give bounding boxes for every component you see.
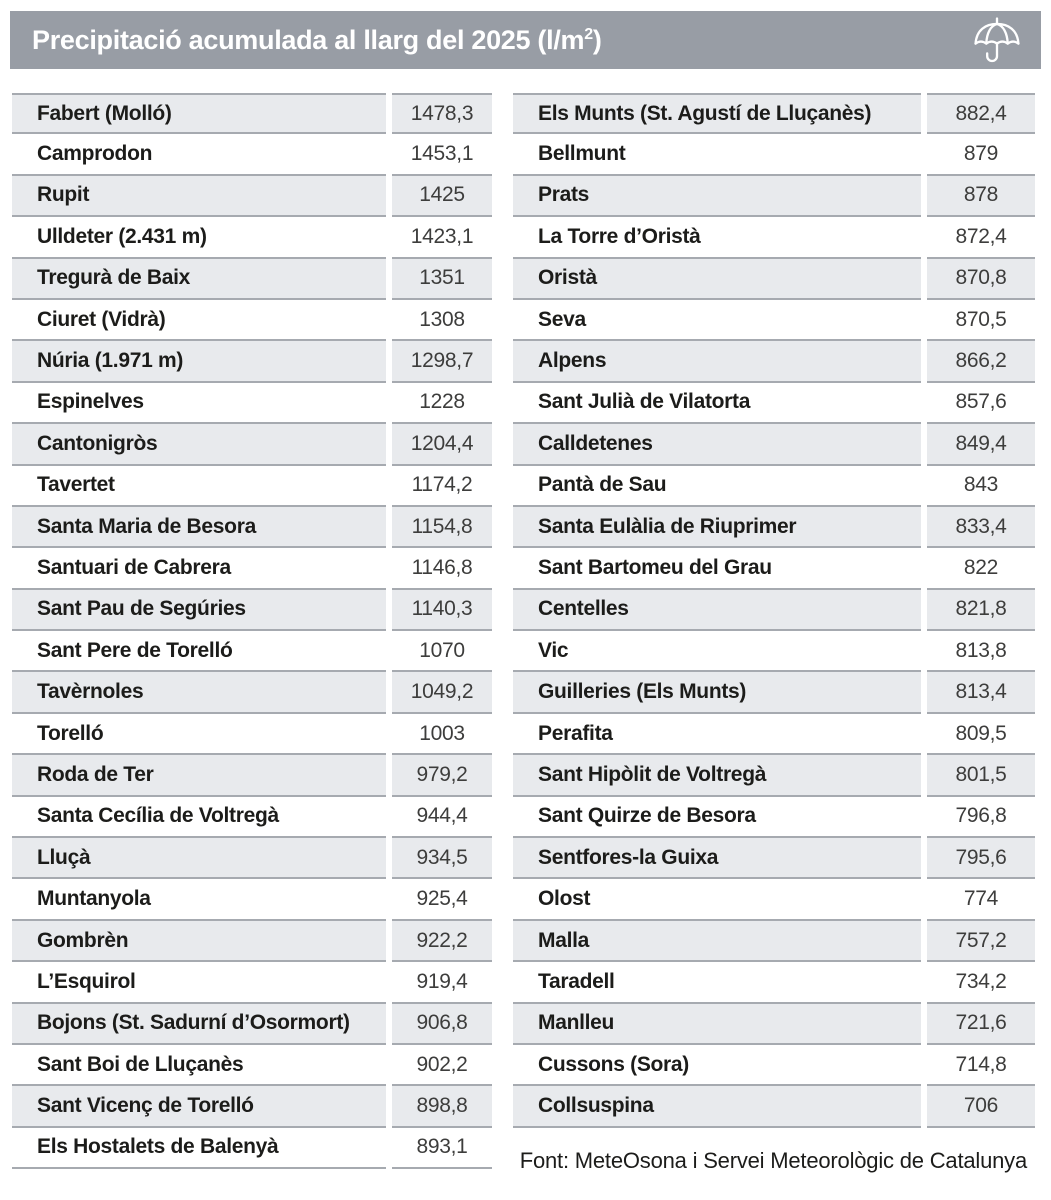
station-name: Lluçà bbox=[12, 838, 386, 879]
station-name: Malla bbox=[513, 921, 921, 962]
station-name: Guilleries (Els Munts) bbox=[513, 672, 921, 713]
precipitation-value: 944,4 bbox=[392, 797, 492, 838]
precipitation-value: 843 bbox=[927, 466, 1035, 507]
table-row bbox=[513, 838, 1035, 879]
table-row bbox=[12, 424, 492, 465]
station-name: Santa Cecília de Voltregà bbox=[12, 797, 386, 838]
station-name: Gombrèn bbox=[12, 921, 386, 962]
table-row bbox=[12, 962, 492, 1003]
precipitation-value: 882,4 bbox=[927, 93, 1035, 134]
precipitation-value: 919,4 bbox=[392, 962, 492, 1003]
precipitation-value: 822 bbox=[927, 548, 1035, 589]
station-name: Els Hostalets de Balenyà bbox=[12, 1128, 386, 1169]
station-name: Espinelves bbox=[12, 383, 386, 424]
station-name: L’Esquirol bbox=[12, 962, 386, 1003]
precipitation-value: 1351 bbox=[392, 259, 492, 300]
table-row bbox=[12, 341, 492, 382]
table-row bbox=[12, 631, 492, 672]
table-row bbox=[513, 879, 1035, 920]
table-row bbox=[12, 755, 492, 796]
precipitation-value: 1298,7 bbox=[392, 341, 492, 382]
precipitation-value: 1140,3 bbox=[392, 590, 492, 631]
station-name: Sant Hipòlit de Voltregà bbox=[513, 755, 921, 796]
station-name: Camprodon bbox=[12, 134, 386, 175]
table-row bbox=[513, 93, 1035, 134]
source-credit: Font: MeteOsona i Servei Meteorològic de Catalunya bbox=[519, 1148, 1027, 1173]
table-row bbox=[513, 631, 1035, 672]
table-row bbox=[12, 879, 492, 920]
table-row bbox=[12, 838, 492, 879]
station-name: Sant Vicenç de Torelló bbox=[12, 1086, 386, 1127]
precipitation-value: 878 bbox=[927, 176, 1035, 217]
precipitation-value: 898,8 bbox=[392, 1086, 492, 1127]
station-name: Tavertet bbox=[12, 466, 386, 507]
table-row bbox=[513, 424, 1035, 465]
table-column-left bbox=[12, 93, 492, 1169]
precipitation-value: 849,4 bbox=[927, 424, 1035, 465]
station-name: Ciuret (Vidrà) bbox=[12, 300, 386, 341]
precipitation-value: 821,8 bbox=[927, 590, 1035, 631]
table-row bbox=[12, 921, 492, 962]
precipitation-value: 906,8 bbox=[392, 1004, 492, 1045]
station-name: Centelles bbox=[513, 590, 921, 631]
table-row bbox=[513, 672, 1035, 713]
table-row bbox=[513, 259, 1035, 300]
precipitation-value: 1049,2 bbox=[392, 672, 492, 713]
precipitation-value: 1204,4 bbox=[392, 424, 492, 465]
precipitation-value: 1174,2 bbox=[392, 466, 492, 507]
table-row bbox=[513, 176, 1035, 217]
table-row bbox=[12, 548, 492, 589]
station-name: Manlleu bbox=[513, 1004, 921, 1045]
station-name: Perafita bbox=[513, 714, 921, 755]
station-name: Santa Maria de Besora bbox=[12, 507, 386, 548]
station-name: Prats bbox=[513, 176, 921, 217]
station-name: Fabert (Molló) bbox=[12, 93, 386, 134]
precipitation-value: 813,8 bbox=[927, 631, 1035, 672]
precipitation-value: 795,6 bbox=[927, 838, 1035, 879]
table-row bbox=[513, 134, 1035, 175]
table-row bbox=[513, 217, 1035, 258]
table-row bbox=[12, 714, 492, 755]
station-name: Olost bbox=[513, 879, 921, 920]
table-row bbox=[12, 1004, 492, 1045]
table-row bbox=[12, 176, 492, 217]
table-row bbox=[513, 507, 1035, 548]
station-name: Roda de Ter bbox=[12, 755, 386, 796]
table-row bbox=[513, 466, 1035, 507]
station-name: La Torre d’Oristà bbox=[513, 217, 921, 258]
station-name: Cantonigròs bbox=[12, 424, 386, 465]
precipitation-value: 934,5 bbox=[392, 838, 492, 879]
table-row bbox=[12, 1086, 492, 1127]
table-row bbox=[12, 590, 492, 631]
precipitation-value: 1308 bbox=[392, 300, 492, 341]
station-name: Alpens bbox=[513, 341, 921, 382]
page-title-text: Precipitació acumulada al llarg del 2025 (l/m bbox=[32, 24, 585, 55]
station-name: Bojons (St. Sadurní d’Osormort) bbox=[12, 1004, 386, 1045]
table-row bbox=[513, 590, 1035, 631]
station-name: Collsuspina bbox=[513, 1086, 921, 1127]
table-row bbox=[12, 672, 492, 713]
umbrella-icon bbox=[969, 15, 1025, 65]
station-name: Sant Boi de Lluçanès bbox=[12, 1045, 386, 1086]
table-row bbox=[12, 300, 492, 341]
station-name: Calldetenes bbox=[513, 424, 921, 465]
table-row bbox=[513, 962, 1035, 1003]
station-name: Rupit bbox=[12, 176, 386, 217]
precipitation-value: 1228 bbox=[392, 383, 492, 424]
station-name: Sant Pau de Segúries bbox=[12, 590, 386, 631]
station-name: Santa Eulàlia de Riuprimer bbox=[513, 507, 921, 548]
table-row bbox=[12, 1128, 492, 1169]
table-row bbox=[513, 714, 1035, 755]
station-name: Tregurà de Baix bbox=[12, 259, 386, 300]
table-column-right bbox=[513, 93, 1035, 1169]
station-name: Tavèrnoles bbox=[12, 672, 386, 713]
station-name: Sant Bartomeu del Grau bbox=[513, 548, 921, 589]
precipitation-value: 1453,1 bbox=[392, 134, 492, 175]
precipitation-value: 922,2 bbox=[392, 921, 492, 962]
precipitation-value: 706 bbox=[927, 1086, 1035, 1127]
station-name: Sentfores-la Guixa bbox=[513, 838, 921, 879]
precipitation-value: 1425 bbox=[392, 176, 492, 217]
table-row bbox=[12, 217, 492, 258]
table-row bbox=[513, 1086, 1035, 1127]
table-row bbox=[12, 797, 492, 838]
table-row bbox=[513, 755, 1035, 796]
station-name: Ulldeter (2.431 m) bbox=[12, 217, 386, 258]
station-name: Sant Julià de Vilatorta bbox=[513, 383, 921, 424]
header-bar bbox=[10, 11, 1041, 69]
precipitation-value: 1003 bbox=[392, 714, 492, 755]
precipitation-table bbox=[12, 93, 1035, 1169]
precipitation-value: 734,2 bbox=[927, 962, 1035, 1003]
station-name: Sant Quirze de Besora bbox=[513, 797, 921, 838]
station-name: Núria (1.971 m) bbox=[12, 341, 386, 382]
table-row bbox=[12, 134, 492, 175]
page-title-close: ) bbox=[592, 24, 602, 55]
table-row bbox=[12, 466, 492, 507]
precipitation-value: 714,8 bbox=[927, 1045, 1035, 1086]
precipitation-value: 757,2 bbox=[927, 921, 1035, 962]
precipitation-value: 870,8 bbox=[927, 259, 1035, 300]
precipitation-value: 1154,8 bbox=[392, 507, 492, 548]
table-row bbox=[513, 1004, 1035, 1045]
station-name: Sant Pere de Torelló bbox=[12, 631, 386, 672]
precipitation-value: 979,2 bbox=[392, 755, 492, 796]
precipitation-value: 925,4 bbox=[392, 879, 492, 920]
precipitation-value: 833,4 bbox=[927, 507, 1035, 548]
precipitation-value: 866,2 bbox=[927, 341, 1035, 382]
precipitation-value: 809,5 bbox=[927, 714, 1035, 755]
table-row bbox=[12, 259, 492, 300]
precipitation-value: 774 bbox=[927, 879, 1035, 920]
precipitation-value: 813,4 bbox=[927, 672, 1035, 713]
page-title-superscript: 2 bbox=[584, 25, 593, 43]
station-name: Vic bbox=[513, 631, 921, 672]
table-row bbox=[513, 548, 1035, 589]
table-row bbox=[513, 1045, 1035, 1086]
station-name: Pantà de Sau bbox=[513, 466, 921, 507]
precipitation-value: 902,2 bbox=[392, 1045, 492, 1086]
page-title bbox=[10, 25, 602, 56]
precipitation-value: 870,5 bbox=[927, 300, 1035, 341]
table-row bbox=[12, 383, 492, 424]
station-name: Cussons (Sora) bbox=[513, 1045, 921, 1086]
station-name: Seva bbox=[513, 300, 921, 341]
station-name: Els Munts (St. Agustí de Lluçanès) bbox=[513, 93, 921, 134]
station-name: Torelló bbox=[12, 714, 386, 755]
precipitation-value: 879 bbox=[927, 134, 1035, 175]
precipitation-value: 1146,8 bbox=[392, 548, 492, 589]
station-name: Bellmunt bbox=[513, 134, 921, 175]
precipitation-value: 796,8 bbox=[927, 797, 1035, 838]
station-name: Taradell bbox=[513, 962, 921, 1003]
table-row bbox=[513, 341, 1035, 382]
precipitation-value: 801,5 bbox=[927, 755, 1035, 796]
precipitation-value: 857,6 bbox=[927, 383, 1035, 424]
table-row bbox=[12, 93, 492, 134]
table-row bbox=[513, 383, 1035, 424]
table-row bbox=[513, 921, 1035, 962]
station-name: Muntanyola bbox=[12, 879, 386, 920]
station-name: Santuari de Cabrera bbox=[12, 548, 386, 589]
precipitation-value: 872,4 bbox=[927, 217, 1035, 258]
table-row bbox=[513, 300, 1035, 341]
precipitation-value: 1478,3 bbox=[392, 93, 492, 134]
precipitation-value: 1423,1 bbox=[392, 217, 492, 258]
precipitation-value: 893,1 bbox=[392, 1128, 492, 1169]
table-row bbox=[12, 1045, 492, 1086]
precipitation-value: 1070 bbox=[392, 631, 492, 672]
precipitation-value: 721,6 bbox=[927, 1004, 1035, 1045]
table-row bbox=[12, 507, 492, 548]
station-name: Oristà bbox=[513, 259, 921, 300]
table-row bbox=[513, 797, 1035, 838]
